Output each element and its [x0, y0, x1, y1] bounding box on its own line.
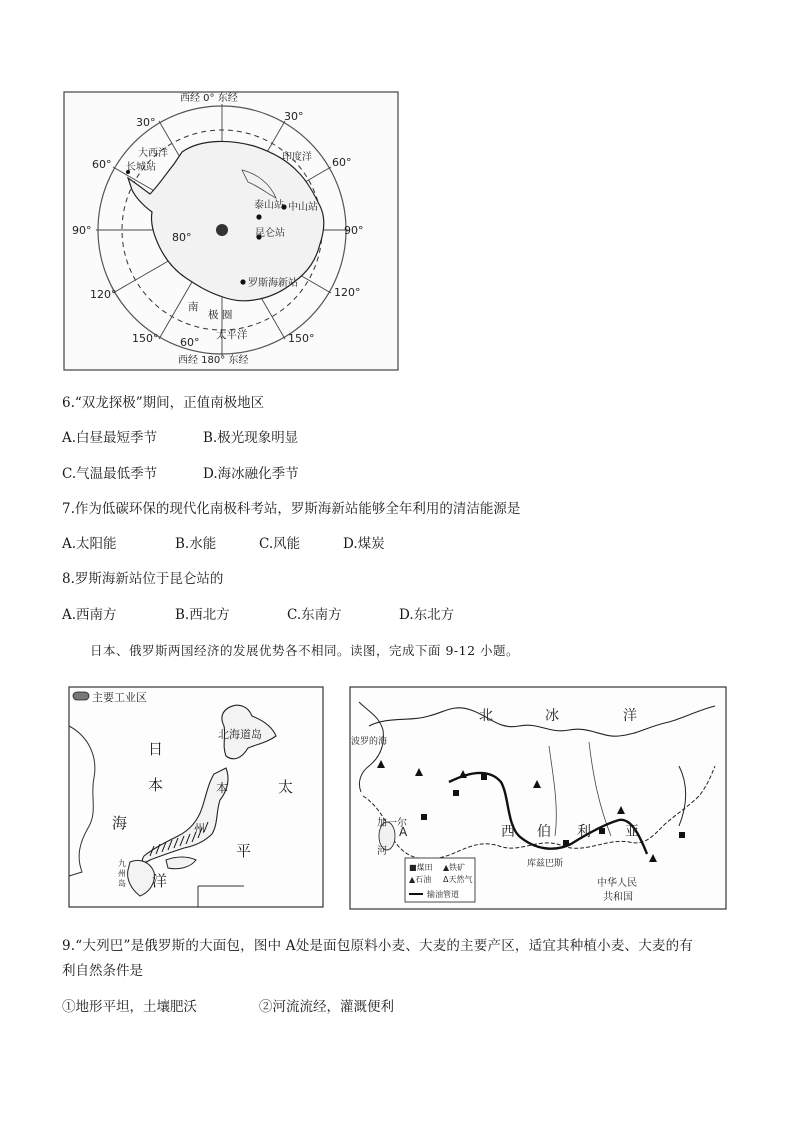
q6-option-c[interactable]: C.气温最低季节: [62, 466, 158, 482]
deg-90-left: 90°: [72, 224, 92, 237]
intro-9-12: 日本、俄罗斯两国经济的发展优势各不相同。读图，完成下面 9-12 小题。: [90, 643, 520, 658]
label-sea-hai: 海: [112, 814, 128, 832]
q8-option-a[interactable]: A.西南方: [62, 607, 117, 623]
legend-coal: ■煤田: [409, 863, 433, 872]
top-meridian-label: 西经 0° 东经: [180, 93, 238, 104]
deg-60-right: 60°: [332, 156, 352, 169]
label-atlantic: 大西洋: [138, 148, 168, 159]
antarctica-map: [62, 90, 400, 372]
label-siberia-bo: 伯: [537, 824, 551, 840]
deg-150-right: 150°: [288, 332, 315, 345]
label-arctic-bei: 北: [479, 708, 493, 724]
label-kyushu-3: 岛: [118, 879, 126, 888]
label-arctic-bing: 冰: [545, 708, 559, 724]
label-river: 河: [377, 846, 387, 857]
label-kyushu-2: 州: [118, 869, 126, 878]
label-sea-ri: 日: [148, 740, 164, 758]
deg-120-left: 120°: [90, 288, 117, 301]
label-ocean-tai: 太: [278, 778, 294, 796]
japan-map-svg: [68, 686, 324, 908]
label-zhongshan: 中山站: [288, 202, 318, 213]
label-great-wall: 长城站: [126, 162, 156, 173]
q9-option-2: ②河流流经，灌溉便利: [259, 999, 394, 1015]
label-siberia-li: 利: [577, 824, 591, 840]
label-kyushu-1: 九: [118, 859, 126, 868]
label-south: 南: [188, 301, 199, 313]
label-point-a: A: [399, 825, 408, 839]
deg-30-right: 30°: [284, 110, 304, 123]
deg-150-left: 150°: [132, 332, 159, 345]
russia-map: [349, 686, 727, 910]
bottom-meridian-label: 西经 180° 东经: [178, 355, 249, 366]
deg-60-left: 60°: [92, 158, 112, 171]
q8-option-d[interactable]: D.东北方: [399, 607, 455, 623]
label-china-2: 共和国: [603, 892, 633, 903]
label-kunlun: 昆仑站: [255, 228, 285, 239]
deg-60-bottom: 60°: [180, 336, 200, 349]
label-indian-ocean: 印度洋: [282, 152, 312, 163]
q8-stem: 8.罗斯海新站位于昆仑站的: [62, 571, 224, 587]
legend-industrial-label: 主要工业区: [92, 691, 147, 704]
q7-option-d[interactable]: D.煤炭: [343, 536, 385, 552]
deg-30-left: 30°: [136, 116, 156, 129]
label-ocean-ping: 平: [236, 842, 252, 860]
label-siberia-ya: 亚: [625, 824, 639, 840]
q7-option-c[interactable]: C.风能: [259, 536, 301, 552]
deg-120-right: 120°: [334, 286, 361, 299]
label-pacific: 太平洋: [216, 329, 248, 341]
q6-stem: 6.“双龙探极”期间，正值南极地区: [62, 395, 265, 411]
q9-stem-line2: 利自然条件是: [62, 963, 143, 979]
japan-map: [68, 686, 324, 908]
legend-gas: Δ天然气: [443, 875, 473, 884]
south-pole-dot: [216, 224, 228, 236]
q6-option-b[interactable]: B.极光现象明显: [203, 430, 299, 446]
q9-stem-line1: 9.“大列巴”是俄罗斯的大面包，图中 A处是面包原料小麦、大麦的主要产区，适宜其种植小麦、大麦的有: [62, 938, 694, 954]
q7-option-a[interactable]: A.太阳能: [62, 536, 117, 552]
legend-iron: ▲铁矿: [443, 863, 466, 872]
q7-stem: 7.作为低碳环保的现代化南极科考站，罗斯海新站能够全年利用的清洁能源是: [62, 501, 521, 517]
label-sea-ben: 本: [148, 776, 164, 794]
ross-dot: [240, 279, 245, 284]
russia-map-svg: [349, 686, 727, 910]
deg-80: 80°: [172, 231, 192, 244]
label-volga: 加一尔: [377, 818, 407, 829]
label-siberia-xi: 西: [501, 824, 515, 840]
label-ocean-yang: 洋: [152, 872, 168, 890]
label-arctic-yang: 洋: [623, 708, 637, 724]
q8-option-c[interactable]: C.东南方: [287, 607, 342, 623]
deg-90-right: 90°: [344, 224, 364, 237]
label-honshu: 本: [216, 781, 229, 795]
label-zhou: 州: [194, 822, 205, 835]
label-baltic: 波罗的海: [351, 737, 388, 747]
legend-pipe: 输油管道: [427, 890, 459, 899]
q8-option-b[interactable]: B.西北方: [175, 607, 230, 623]
legend-industrial-swatch: [73, 692, 89, 700]
q9-option-1: ①地形平坦，土壤肥沃: [62, 999, 197, 1015]
legend-oil: ▲石油: [409, 875, 432, 884]
label-ross-sea: 罗斯海新站: [248, 278, 298, 289]
antarctica-map-svg: [62, 90, 400, 372]
label-hokkaido: 北海道岛: [218, 728, 262, 741]
q6-option-a[interactable]: A.白昼最短季节: [62, 430, 158, 446]
q7-option-b[interactable]: B.水能: [175, 536, 217, 552]
taishan-dot: [256, 214, 261, 219]
label-polar-circle: 极 圈: [208, 309, 233, 321]
label-taishan: 泰山站: [254, 200, 284, 211]
label-kuzbass: 库兹巴斯: [527, 859, 564, 869]
label-china-1: 中华人民: [597, 878, 637, 889]
q6-option-d[interactable]: D.海冰融化季节: [203, 466, 299, 482]
